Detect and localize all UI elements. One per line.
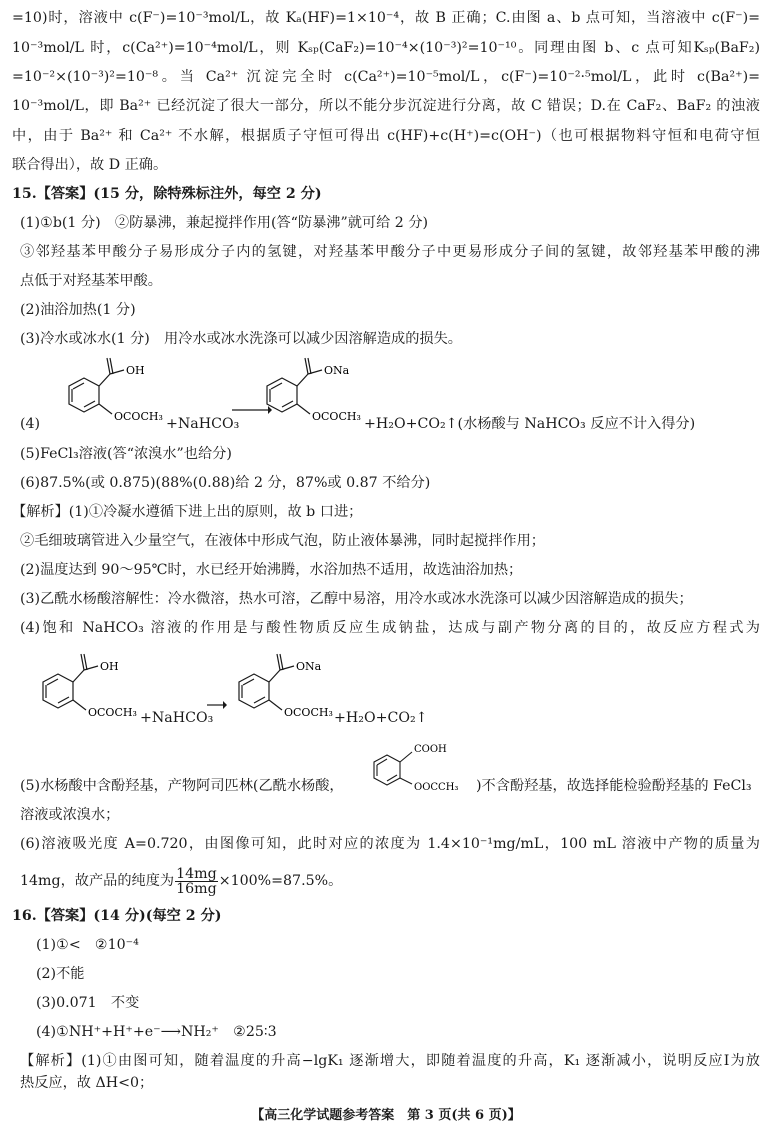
answer-line: (4)①NH⁺+H⁺+e⁻⟶NH₂⁺ ②25∶3 (36, 1024, 277, 1040)
answer-heading-16: 16.【答案】(14 分)(每空 2 分) (12, 908, 222, 924)
answer-line: (4) (20, 416, 41, 432)
analysis-line: (4)饱和 NaHCO₃ 溶液的作用是与酸性物质反应生成钠盐，达成与副产物分离的目的，故反应方程式为 (20, 620, 760, 636)
answer-line: (6)87.5%(或 0.875)(88%(0.88)给 2 分，87%或 0.87 不给分) (20, 475, 431, 491)
svg-text:OH: OH (126, 364, 145, 377)
equation-part: +H₂O+CO₂↑(水杨酸与 NaHCO₃ 反应不计入得分) (364, 416, 696, 432)
equation-part: +NaHCO₃ (140, 710, 214, 726)
svg-text:OOCCH₃: OOCCH₃ (414, 782, 459, 793)
purity-line: 14mg，故产品的纯度为 $\frac{14mg}{16mg}$ ×100%=87.5%。 (20, 865, 343, 897)
answer-line: ③邻羟基苯甲酸分子易形成分子内的氢键，对羟基苯甲酸分子中更易形成分子间的氢键，故邻羟基苯甲酸的沸 (20, 244, 760, 260)
analysis-line: 溶液或浓溴水； (20, 807, 120, 823)
analysis-heading-15: 【解析】(1)①冷凝水遵循下进上出的原则，故 b 口进； (12, 504, 363, 520)
answer-line: (2)不能 (36, 966, 85, 982)
answer-line: 点低于对羟基苯甲酸。 (20, 273, 162, 289)
svg-text:ONa: ONa (324, 364, 350, 377)
svg-text:OCOCH₃: OCOCH₃ (114, 410, 163, 423)
svg-text:OCOCH₃: OCOCH₃ (88, 706, 137, 719)
svg-text:OH: OH (100, 660, 119, 673)
purity-fraction: $\frac{14mg}{16mg}$ (176, 865, 217, 897)
svg-text:COOH: COOH (414, 744, 447, 755)
svg-text:OCOCH₃: OCOCH₃ (284, 706, 333, 719)
sodium-salt-structure (214, 648, 344, 736)
answer-line: (5)FeCl₃溶液(答“浓溴水”也给分) (20, 446, 232, 462)
analysis-line: (3)乙酰水杨酸溶解性：冷水微溶，热水可溶，乙醇中易溶，用冷水或冰水洗涤可以减少因溶解造成的损失； (20, 591, 693, 607)
answer-line: (1)①< ②10⁻⁴ (36, 937, 139, 953)
text-line: 联合得出），故 D 正确。 (12, 157, 168, 173)
text-line: 10⁻³mol/L，即 Ba²⁺ 已经沉淀了很大一部分，所以不能分步沉淀进行分离，故 C 错误；D.在 CaF₂、BaF₂ 的浊液 (12, 98, 760, 114)
answer-line: (3)0.071 不变 (36, 995, 140, 1011)
aspirin-structure (362, 740, 482, 806)
page-footer: 【高三化学试题参考答案 第 3 页(共 6 页)】 (251, 1108, 521, 1123)
answer-line: (3)冷水或冰水(1 分) 用冷水或冰水洗涤可以减少因溶解造成的损失。 (20, 331, 462, 347)
analysis-line: )不含酚羟基，故选择能检验酚羟基的 FeCl₃ (476, 778, 752, 794)
equation-part: +NaHCO₃ (166, 416, 240, 432)
answer-line: (1)①b(1 分) ②防暴沸，兼起搅拌作用(答“防暴沸”就可给 2 分) (20, 215, 429, 231)
analysis-line: ②毛细玻璃管进入少量空气，在液体中形成气泡，防止液体暴沸，同时起搅拌作用； (20, 533, 545, 549)
text-line: =10⁻²×(10⁻³)²=10⁻⁸。当 Ca²⁺ 沉淀完全时 c(Ca²⁺)=10⁻⁵mol/L，c(F⁻)=10⁻²·⁵mol/L，此时 c(Ba²⁺)= (12, 69, 760, 85)
sodium-acetylsalicylate-structure (242, 352, 372, 440)
equation-part: +H₂O+CO₂↑ (334, 710, 428, 726)
answer-line: (2)油浴加热(1 分) (20, 302, 136, 318)
svg-text:OCOCH₃: OCOCH₃ (312, 410, 361, 423)
analysis-line: (6)溶液吸光度 A=0.720，由图像可知，此时对应的浓度为 1.4×10⁻¹mg/mL，100 mL 溶液中产物的质量为 (20, 836, 760, 852)
svg-text:ONa: ONa (296, 660, 322, 673)
analysis-line: (2)温度达到 90～95℃时，水已经开始沸腾，水浴加热不适用，故选油浴加热； (20, 562, 523, 578)
text-line: 10⁻³mol/L 时，c(Ca²⁺)=10⁻⁴mol/L，则 Kₛₚ(CaF₂)=10⁻⁴×(10⁻³)²=10⁻¹⁰。同理由图 b、c 点可知Kₛₚ(BaF₂) (12, 40, 760, 56)
analysis-heading-16: 【解析】(1)①由图可知，随着温度的升高−lgK₁ 逐渐增大，即随着温度的升高，K₁ 逐渐减小，说明反应Ⅰ为放 (20, 1053, 760, 1069)
answer-heading-15: 15.【答案】(15 分，除特殊标注外，每空 2 分) (12, 186, 322, 202)
acetylsalicylic-acid-structure (44, 352, 174, 440)
text-line: =10)时，溶液中 c(F⁻)=10⁻³mol/L，故 Kₐ(HF)=1×10⁻⁴，故 B 正确；C.由图 a、b 点可知，当溶液中 c(F⁻)= (12, 10, 760, 26)
analysis-line: (5)水杨酸中含酚羟基，产物阿司匹林(乙酰水杨酸， (20, 778, 344, 794)
analysis-line: 热反应，故 ΔH<0； (20, 1075, 154, 1091)
text-line: 中，由于 Ba²⁺ 和 Ca²⁺ 不水解，根据质子守恒可得出 c(HF)+c(H⁺)=c(OH⁻)（也可根据物料守恒和电荷守恒 (12, 128, 760, 144)
salicylic-acetate-structure (18, 648, 148, 736)
